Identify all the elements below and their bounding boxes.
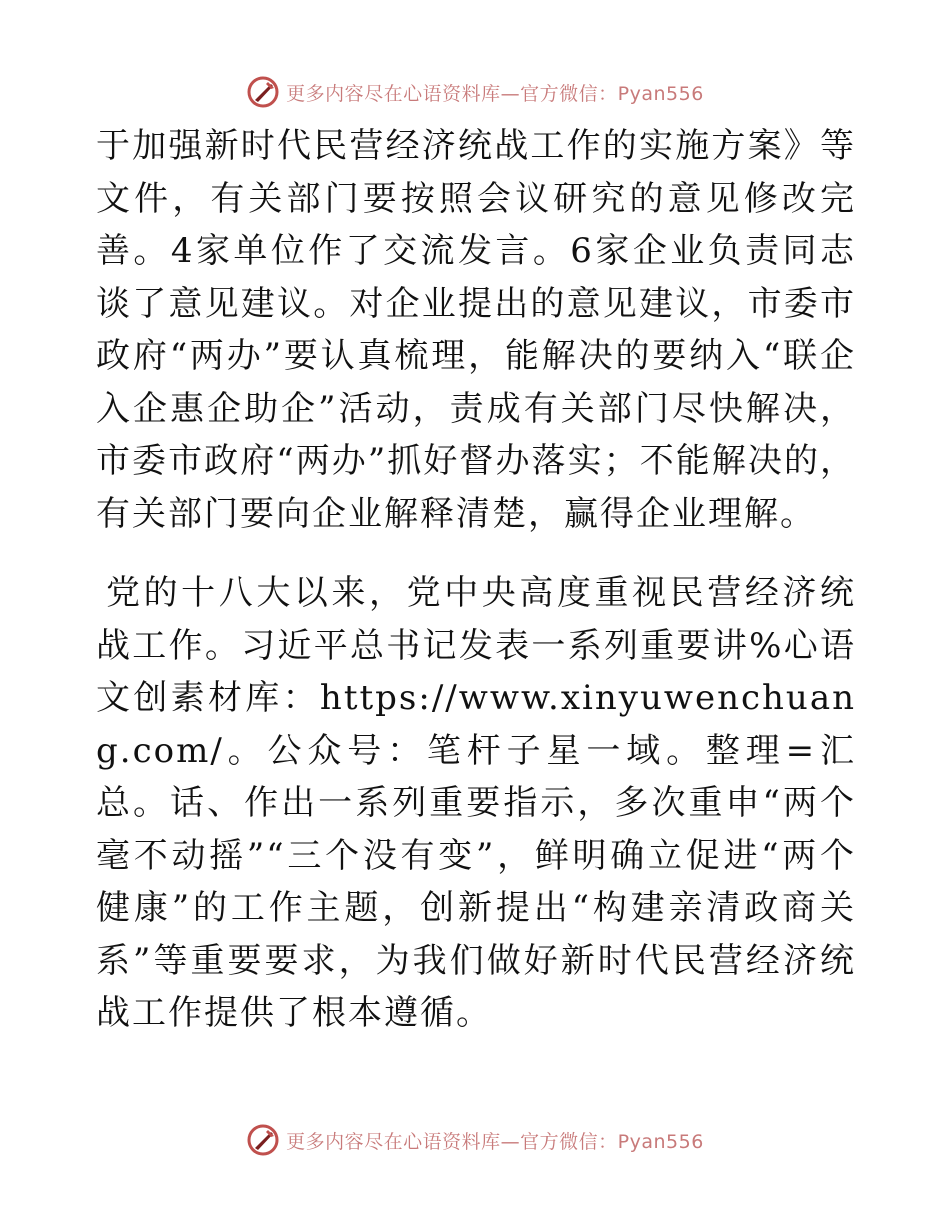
document-body (96, 120, 856, 1040)
header-watermark (0, 72, 950, 112)
quill-pen-circle-icon (246, 1123, 280, 1157)
wechat-id: Pyan556 (617, 82, 704, 105)
paragraph: 党的十八大以来，党中央高度重视民营经济统战工作。习近平总书记发表一系列重要讲%心语文创素材库：https://www.xinyuwenchuang.com/。公众号：笔杆子星一域。整理=汇总。话、作出一系列重要指示，多次重申“两个毫不动摇”“三个没有变”，鲜明确立促进“两个健康”的工作主题，创新提出“构建亲清政商关系”等重要要求，为我们做好新时代民营经济统战工作提供了根本遵循。 (96, 573, 856, 1033)
watermark-text: 更多内容尽在心语资料库—官方微信：Pyan556 (286, 82, 704, 105)
paragraph: 于加强新时代民营经济统战工作的实施方案》等文件，有关部门要按照会议研究的意见修改完善。4家单位作了交流发言。6家企业负责同志谈了意见建议。对企业提出的意见建议，市委市政府“两办”要认真梳理，能解决的要纳入“联企入企惠企助企”活动，责成有关部门尽快解决，市委市政府“两办”抓好督办落实；不能解决的，有关部门要向企业解释清楚，赢得企业理解。 (96, 126, 856, 534)
quill-pen-circle-icon (246, 75, 280, 109)
watermark-text: 更多内容尽在心语资料库—官方微信：Pyan556 (286, 1130, 704, 1153)
footer-watermark (0, 1120, 950, 1160)
wechat-id: Pyan556 (617, 1130, 704, 1153)
